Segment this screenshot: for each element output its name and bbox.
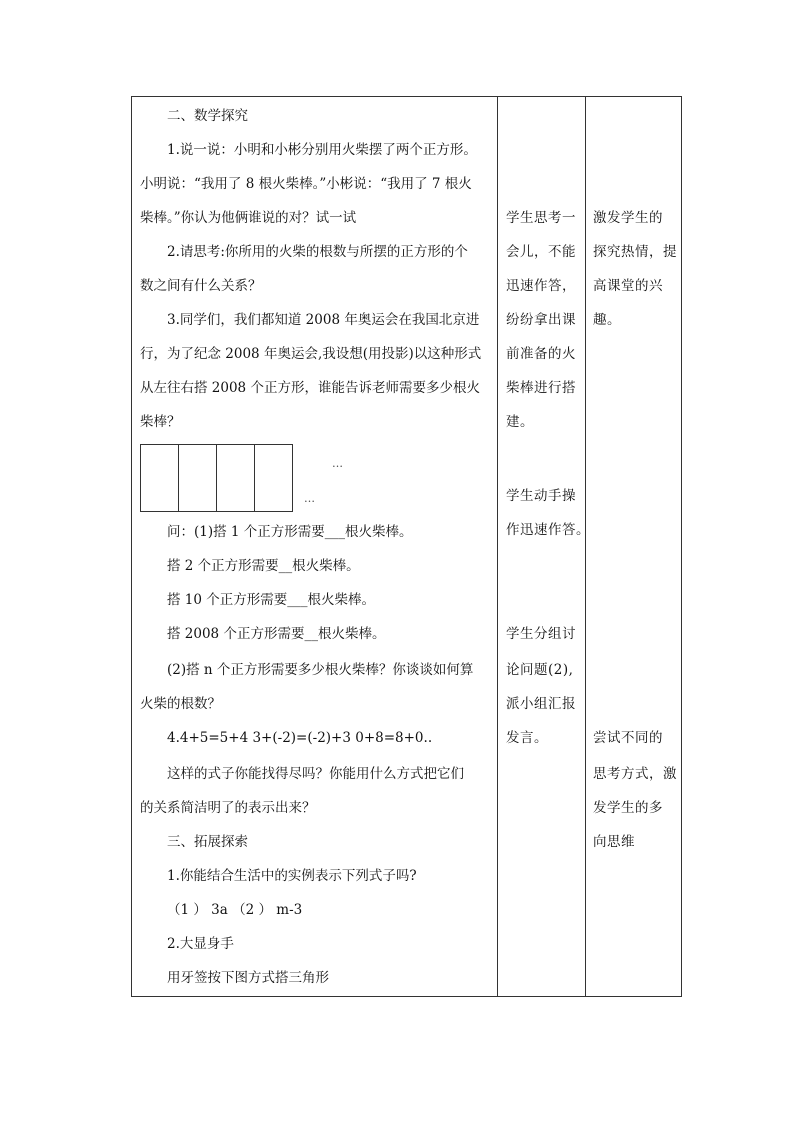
activity-line: 派小组汇报 [506, 696, 576, 712]
activity-line: 会儿，不能 [506, 244, 576, 260]
activity-line: 学生动手操 [506, 488, 576, 504]
content-line: 柴棒？ [140, 414, 181, 430]
intent-line: 趣。 [593, 312, 621, 328]
content-line: 的关系简洁明了的表示出来？ [140, 800, 316, 816]
content-line: 小明说：“我用了 8 根火柴棒。”小彬说：“我用了 7 根火 [140, 176, 472, 192]
content-line: 数之间有什么关系？ [140, 278, 262, 294]
section-heading: 三、拓展探索 [167, 834, 248, 850]
activity-line: 发言。 [506, 730, 548, 746]
content-line: 1.说一说：小明和小彬分别用火柴摆了两个正方形。 [167, 142, 477, 158]
content-line: 行，为了纪念 2008 年奥运会,我设想(用投影)以这种形式 [140, 346, 482, 362]
content-line: 用牙签按下图方式搭三角形 [167, 970, 329, 986]
content-line: 搭 2 个正方形需要__根火柴棒。 [167, 558, 360, 574]
content-line: 1.你能结合生活中的实例表示下列式子吗? [167, 868, 417, 884]
activity-line: 建。 [506, 414, 534, 430]
intent-line: 尝试不同的 [593, 730, 663, 746]
ellipsis: … [304, 492, 315, 505]
content-line: 火柴的根数？ [140, 696, 221, 712]
square [140, 444, 179, 512]
content-line: （1 ） 3a （2 ） m-3 [167, 902, 303, 918]
lesson-plan-table [131, 96, 682, 997]
ellipsis: … [332, 457, 343, 470]
content-line: 2.请思考:你所用的火柴的根数与所摆的正方形的个 [167, 244, 468, 260]
content-line: 这样的式子你能找得尽吗？你能用什么方式把它们 [167, 766, 464, 782]
content-line: 搭 2008 个正方形需要__根火柴棒。 [167, 626, 386, 642]
square [178, 444, 217, 512]
activity-line: 学生分组讨 [506, 626, 576, 642]
content-line: 3.同学们，我们都知道 2008 年奥运会在我国北京进 [167, 312, 480, 328]
content-line: 问：(1)搭 1 个正方形需要___根火柴棒。 [167, 524, 413, 540]
intent-line: 发学生的多 [593, 800, 663, 816]
activity-line: 作迅速作答。 [506, 522, 590, 538]
column-divider [497, 97, 498, 996]
content-line: 从左往右搭 2008 个正方形，谁能告诉老师需要多少根火 [140, 380, 480, 396]
intent-line: 思考方式，激 [593, 766, 677, 782]
content-line: 4.4+5=5+4 3+(-2)=(-2)+3 0+8=8+0.. [167, 730, 433, 746]
square [216, 444, 255, 512]
intent-line: 激发学生的 [593, 210, 663, 226]
content-line: 搭 10 个正方形需要___根火柴棒。 [167, 592, 376, 608]
matchstick-squares-figure [140, 444, 293, 512]
section-heading: 二、数学探究 [167, 108, 248, 124]
activity-line: 纷纷拿出课 [506, 312, 576, 328]
activity-line: 学生思考一 [506, 210, 576, 226]
intent-line: 探究热情，提 [593, 244, 677, 260]
content-line: (2)搭 n 个正方形需要多少根火柴棒？你谈谈如何算 [167, 662, 474, 678]
content-line: 柴棒。”你认为他俩谁说的对？试一试 [140, 210, 357, 226]
activity-line: 迅速作答， [506, 278, 576, 294]
intent-line: 向思维 [593, 834, 635, 850]
activity-line: 前准备的火 [506, 346, 576, 362]
activity-line: 论问题(2), [506, 662, 574, 678]
square [254, 444, 293, 512]
column-divider [585, 97, 586, 996]
content-line: 2.大显身手 [167, 936, 234, 952]
intent-line: 高课堂的兴 [593, 278, 663, 294]
activity-line: 柴棒进行搭 [506, 380, 576, 396]
